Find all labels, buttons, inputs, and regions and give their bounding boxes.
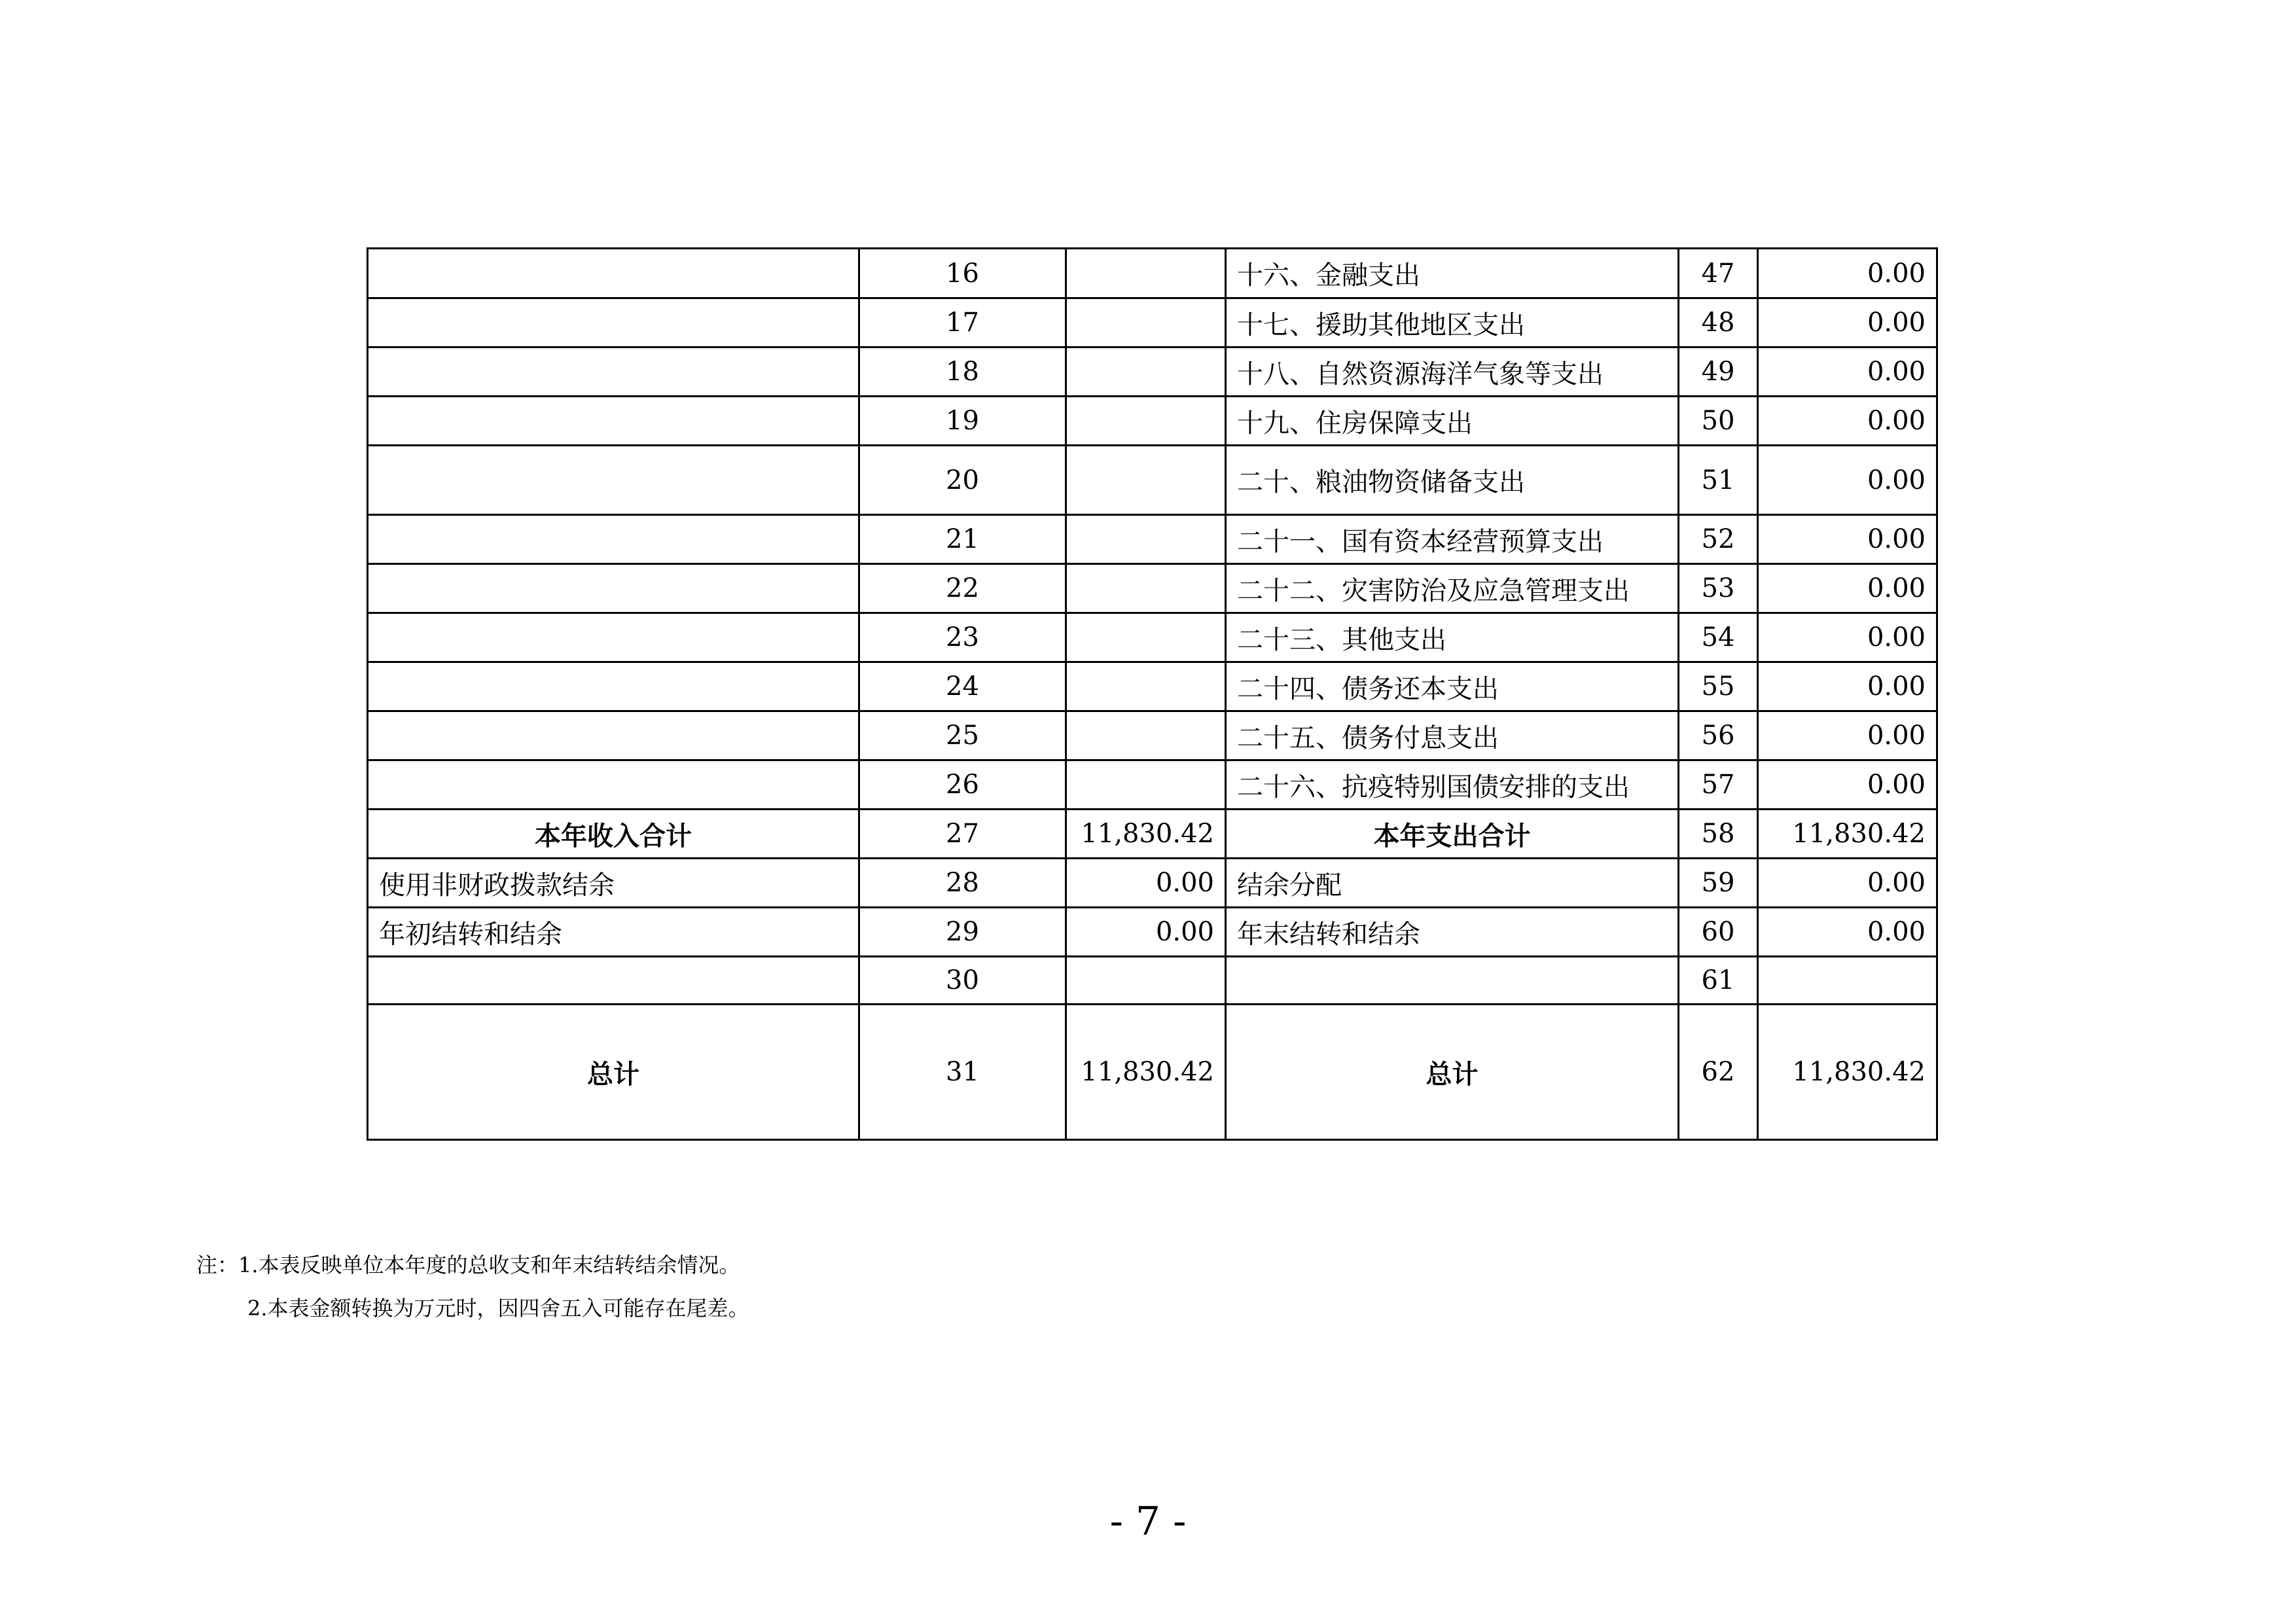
right-item-label: 二十一、国有资本经营预算支出 bbox=[1226, 515, 1679, 564]
left-amount bbox=[1066, 446, 1226, 515]
table-row bbox=[368, 298, 1937, 348]
right-item-label: 十六、金融支出 bbox=[1226, 249, 1679, 298]
right-amount bbox=[1758, 957, 1937, 1005]
income-subtotal-amount: 11,830.42 bbox=[1066, 810, 1226, 859]
table-row bbox=[368, 760, 1937, 810]
right-row-number: 56 bbox=[1679, 711, 1758, 760]
right-item-label: 二十二、灾害防治及应急管理支出 bbox=[1226, 564, 1679, 613]
table-row bbox=[368, 711, 1937, 760]
left-row-number: 21 bbox=[859, 515, 1066, 564]
table-row bbox=[368, 446, 1937, 515]
right-row-number: 59 bbox=[1679, 859, 1758, 908]
table-row bbox=[368, 859, 1937, 908]
left-item-label: 年初结转和结余 bbox=[368, 908, 859, 957]
left-item-label bbox=[368, 564, 859, 613]
expense-total-label: 总计 bbox=[1226, 1005, 1679, 1140]
table-row-subtotal bbox=[368, 810, 1937, 859]
right-amount: 0.00 bbox=[1758, 564, 1937, 613]
right-row-number: 55 bbox=[1679, 662, 1758, 711]
left-amount: 0.00 bbox=[1066, 908, 1226, 957]
right-row-number: 61 bbox=[1679, 957, 1758, 1005]
left-row-number: 25 bbox=[859, 711, 1066, 760]
right-amount: 0.00 bbox=[1758, 446, 1937, 515]
right-amount: 0.00 bbox=[1758, 298, 1937, 348]
right-row-number: 48 bbox=[1679, 298, 1758, 348]
left-row-number: 28 bbox=[859, 859, 1066, 908]
right-amount: 0.00 bbox=[1758, 348, 1937, 397]
right-item-label: 二十三、其他支出 bbox=[1226, 613, 1679, 662]
left-row-number: 23 bbox=[859, 613, 1066, 662]
left-amount bbox=[1066, 249, 1226, 298]
right-row-number: 51 bbox=[1679, 446, 1758, 515]
left-amount bbox=[1066, 957, 1226, 1005]
right-row-number: 54 bbox=[1679, 613, 1758, 662]
table-row bbox=[368, 957, 1937, 1005]
right-row-number: 53 bbox=[1679, 564, 1758, 613]
expense-total-amount: 11,830.42 bbox=[1758, 1005, 1937, 1140]
left-item-label bbox=[368, 397, 859, 446]
table-row bbox=[368, 613, 1937, 662]
right-amount: 0.00 bbox=[1758, 711, 1937, 760]
right-item-label: 二十四、债务还本支出 bbox=[1226, 662, 1679, 711]
right-item-label: 二十五、债务付息支出 bbox=[1226, 711, 1679, 760]
note-line-2: 2.本表金额转换为万元时，因四舍五入可能存在尾差。 bbox=[247, 1296, 749, 1321]
table-row bbox=[368, 564, 1937, 613]
table-row bbox=[368, 662, 1937, 711]
income-total-amount: 11,830.42 bbox=[1066, 1005, 1226, 1140]
left-item-label bbox=[368, 957, 859, 1005]
left-item-label bbox=[368, 348, 859, 397]
table-row bbox=[368, 397, 1937, 446]
right-amount: 0.00 bbox=[1758, 662, 1937, 711]
right-item-label: 十七、援助其他地区支出 bbox=[1226, 298, 1679, 348]
left-item-label bbox=[368, 613, 859, 662]
left-row-number: 27 bbox=[859, 810, 1066, 859]
right-amount: 0.00 bbox=[1758, 397, 1937, 446]
right-item-label: 二十、粮油物资储备支出 bbox=[1226, 446, 1679, 515]
left-item-label bbox=[368, 298, 859, 348]
left-amount bbox=[1066, 298, 1226, 348]
right-amount: 0.00 bbox=[1758, 249, 1937, 298]
left-amount bbox=[1066, 662, 1226, 711]
left-row-number: 16 bbox=[859, 249, 1066, 298]
right-amount: 0.00 bbox=[1758, 859, 1937, 908]
right-item-label: 十八、自然资源海洋气象等支出 bbox=[1226, 348, 1679, 397]
left-item-label bbox=[368, 662, 859, 711]
income-expense-table bbox=[367, 247, 1938, 1141]
left-amount: 0.00 bbox=[1066, 859, 1226, 908]
left-row-number: 17 bbox=[859, 298, 1066, 348]
right-row-number: 52 bbox=[1679, 515, 1758, 564]
income-total-label: 总计 bbox=[368, 1005, 859, 1140]
right-item-label: 年末结转和结余 bbox=[1226, 908, 1679, 957]
left-item-label bbox=[368, 711, 859, 760]
table-notes bbox=[196, 1243, 749, 1330]
table-row-grand-total bbox=[368, 1005, 1937, 1140]
left-item-label bbox=[368, 446, 859, 515]
left-amount bbox=[1066, 564, 1226, 613]
left-row-number: 18 bbox=[859, 348, 1066, 397]
right-row-number: 50 bbox=[1679, 397, 1758, 446]
expense-subtotal-amount: 11,830.42 bbox=[1758, 810, 1937, 859]
left-item-label bbox=[368, 515, 859, 564]
left-item-label bbox=[368, 760, 859, 810]
left-row-number: 31 bbox=[859, 1005, 1066, 1140]
left-amount bbox=[1066, 711, 1226, 760]
right-row-number: 49 bbox=[1679, 348, 1758, 397]
left-amount bbox=[1066, 348, 1226, 397]
table-row bbox=[368, 515, 1937, 564]
left-row-number: 22 bbox=[859, 564, 1066, 613]
left-row-number: 19 bbox=[859, 397, 1066, 446]
right-amount: 0.00 bbox=[1758, 908, 1937, 957]
left-amount bbox=[1066, 397, 1226, 446]
left-row-number: 20 bbox=[859, 446, 1066, 515]
right-row-number: 62 bbox=[1679, 1005, 1758, 1140]
left-row-number: 29 bbox=[859, 908, 1066, 957]
left-amount bbox=[1066, 515, 1226, 564]
right-item-label: 二十六、抗疫特别国债安排的支出 bbox=[1226, 760, 1679, 810]
right-amount: 0.00 bbox=[1758, 515, 1937, 564]
income-subtotal-label: 本年收入合计 bbox=[368, 810, 859, 859]
note-line-1: 注：1.本表反映单位本年度的总收支和年末结转结余情况。 bbox=[196, 1253, 740, 1277]
table-row bbox=[368, 348, 1937, 397]
left-row-number: 26 bbox=[859, 760, 1066, 810]
page-number: - 7 - bbox=[1109, 1499, 1187, 1544]
right-amount: 0.00 bbox=[1758, 613, 1937, 662]
right-item-label bbox=[1226, 957, 1679, 1005]
table-row bbox=[368, 908, 1937, 957]
left-item-label bbox=[368, 249, 859, 298]
left-amount bbox=[1066, 760, 1226, 810]
right-item-label: 十九、住房保障支出 bbox=[1226, 397, 1679, 446]
right-amount: 0.00 bbox=[1758, 760, 1937, 810]
left-row-number: 30 bbox=[859, 957, 1066, 1005]
left-row-number: 24 bbox=[859, 662, 1066, 711]
right-row-number: 58 bbox=[1679, 810, 1758, 859]
right-row-number: 60 bbox=[1679, 908, 1758, 957]
table-row bbox=[368, 249, 1937, 298]
expense-subtotal-label: 本年支出合计 bbox=[1226, 810, 1679, 859]
right-row-number: 57 bbox=[1679, 760, 1758, 810]
left-amount bbox=[1066, 613, 1226, 662]
left-item-label: 使用非财政拨款结余 bbox=[368, 859, 859, 908]
right-item-label: 结余分配 bbox=[1226, 859, 1679, 908]
right-row-number: 47 bbox=[1679, 249, 1758, 298]
